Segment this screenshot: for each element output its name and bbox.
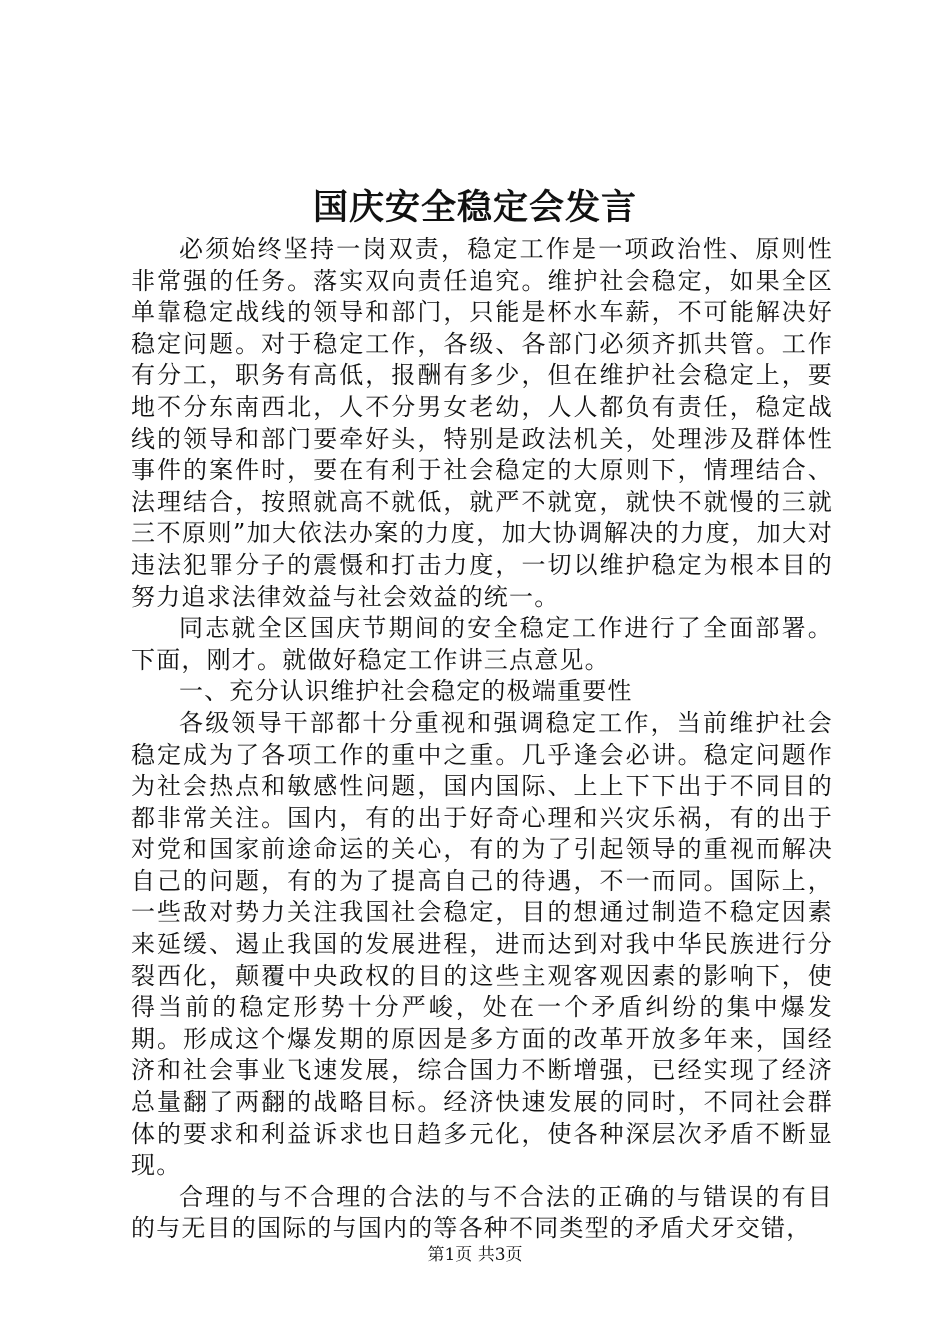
paragraph-4: 合理的与不合理的合法的与不合法的正确的与错误的有目的与无目的国际的与国内的等各种不同类型的矛盾犬牙交错， — [131, 1182, 833, 1243]
document-title: 国庆安全稳定会发言 — [312, 187, 637, 228]
document-body — [131, 234, 833, 1245]
paragraph-1: 必须始终坚持一岗双责，稳定工作是一项政治性、原则性非常强的任务。落实双向责任追究。维护社会稳定，如果全区单靠稳定战线的领导和部门，只能是杯水车薪，不可能解决好稳定问题。对于稳定工作，各级、各部门必须齐抓共管。工作有分工，职务有高低，报酬有多少，但在维护社会稳定上，要地不分东南西北，人不分男女老幼，人人都负有责任，稳定战线的领导和部门要牵好头，特别是政法机关，处理涉及群体性事件的案件时，要在有利于社会稳定的大原则下，情理结合、法理结合，按照就高不就低，就严不就宽，就快不就慢的三就三不原则”加大依法办案的力度，加大协调解决的力度，加大对违法犯罪分子的震慑和打击力度，一切以维护稳定为根本目的努力追求法律效益与社会效益的统一。 — [131, 235, 833, 611]
paragraph-3: 各级领导干部都十分重视和强调稳定工作，当前维护社会稳定成为了各项工作的重中之重。几乎逢会必讲。稳定问题作为社会热点和敏感性问题，国内国际、上上下下出于不同目的都非常关注。国内，有的出于好奇心理和兴灾乐祸，有的出于对党和国家前途命运的关心，有的为了引起领导的重视而解决自己的问题，有的为了提高自己的待遇，不一而同。国际上，一些敌对势力关注我国社会稳定，目的想通过制造不稳定因素来延缓、遏止我国的发展进程，进而达到对我中华民族进行分裂西化，颠覆中央政权的目的这些主观客观因素的影响下，使得当前的稳定形势十分严峻，处在一个矛盾纠纷的集中爆发期。形成这个爆发期的原因是多方面的改革开放多年来，国经济和社会事业飞速发展，综合国力不断增强，已经实现了经济总量翻了两翻的战略目标。经济快速发展的同时，不同社会群体的要求和利益诉求也日趋多元化，使各种深层次矛盾不断显现。 — [131, 708, 833, 1180]
paragraph-2: 同志就全区国庆节期间的安全稳定工作进行了全面部署。下面，刚才。就做好稳定工作讲三点意见。 — [131, 614, 833, 674]
section-heading-1: 一、充分认识维护社会稳定的极端重要性 — [179, 677, 633, 706]
page-footer: 第1页 共3页 — [427, 1245, 523, 1265]
